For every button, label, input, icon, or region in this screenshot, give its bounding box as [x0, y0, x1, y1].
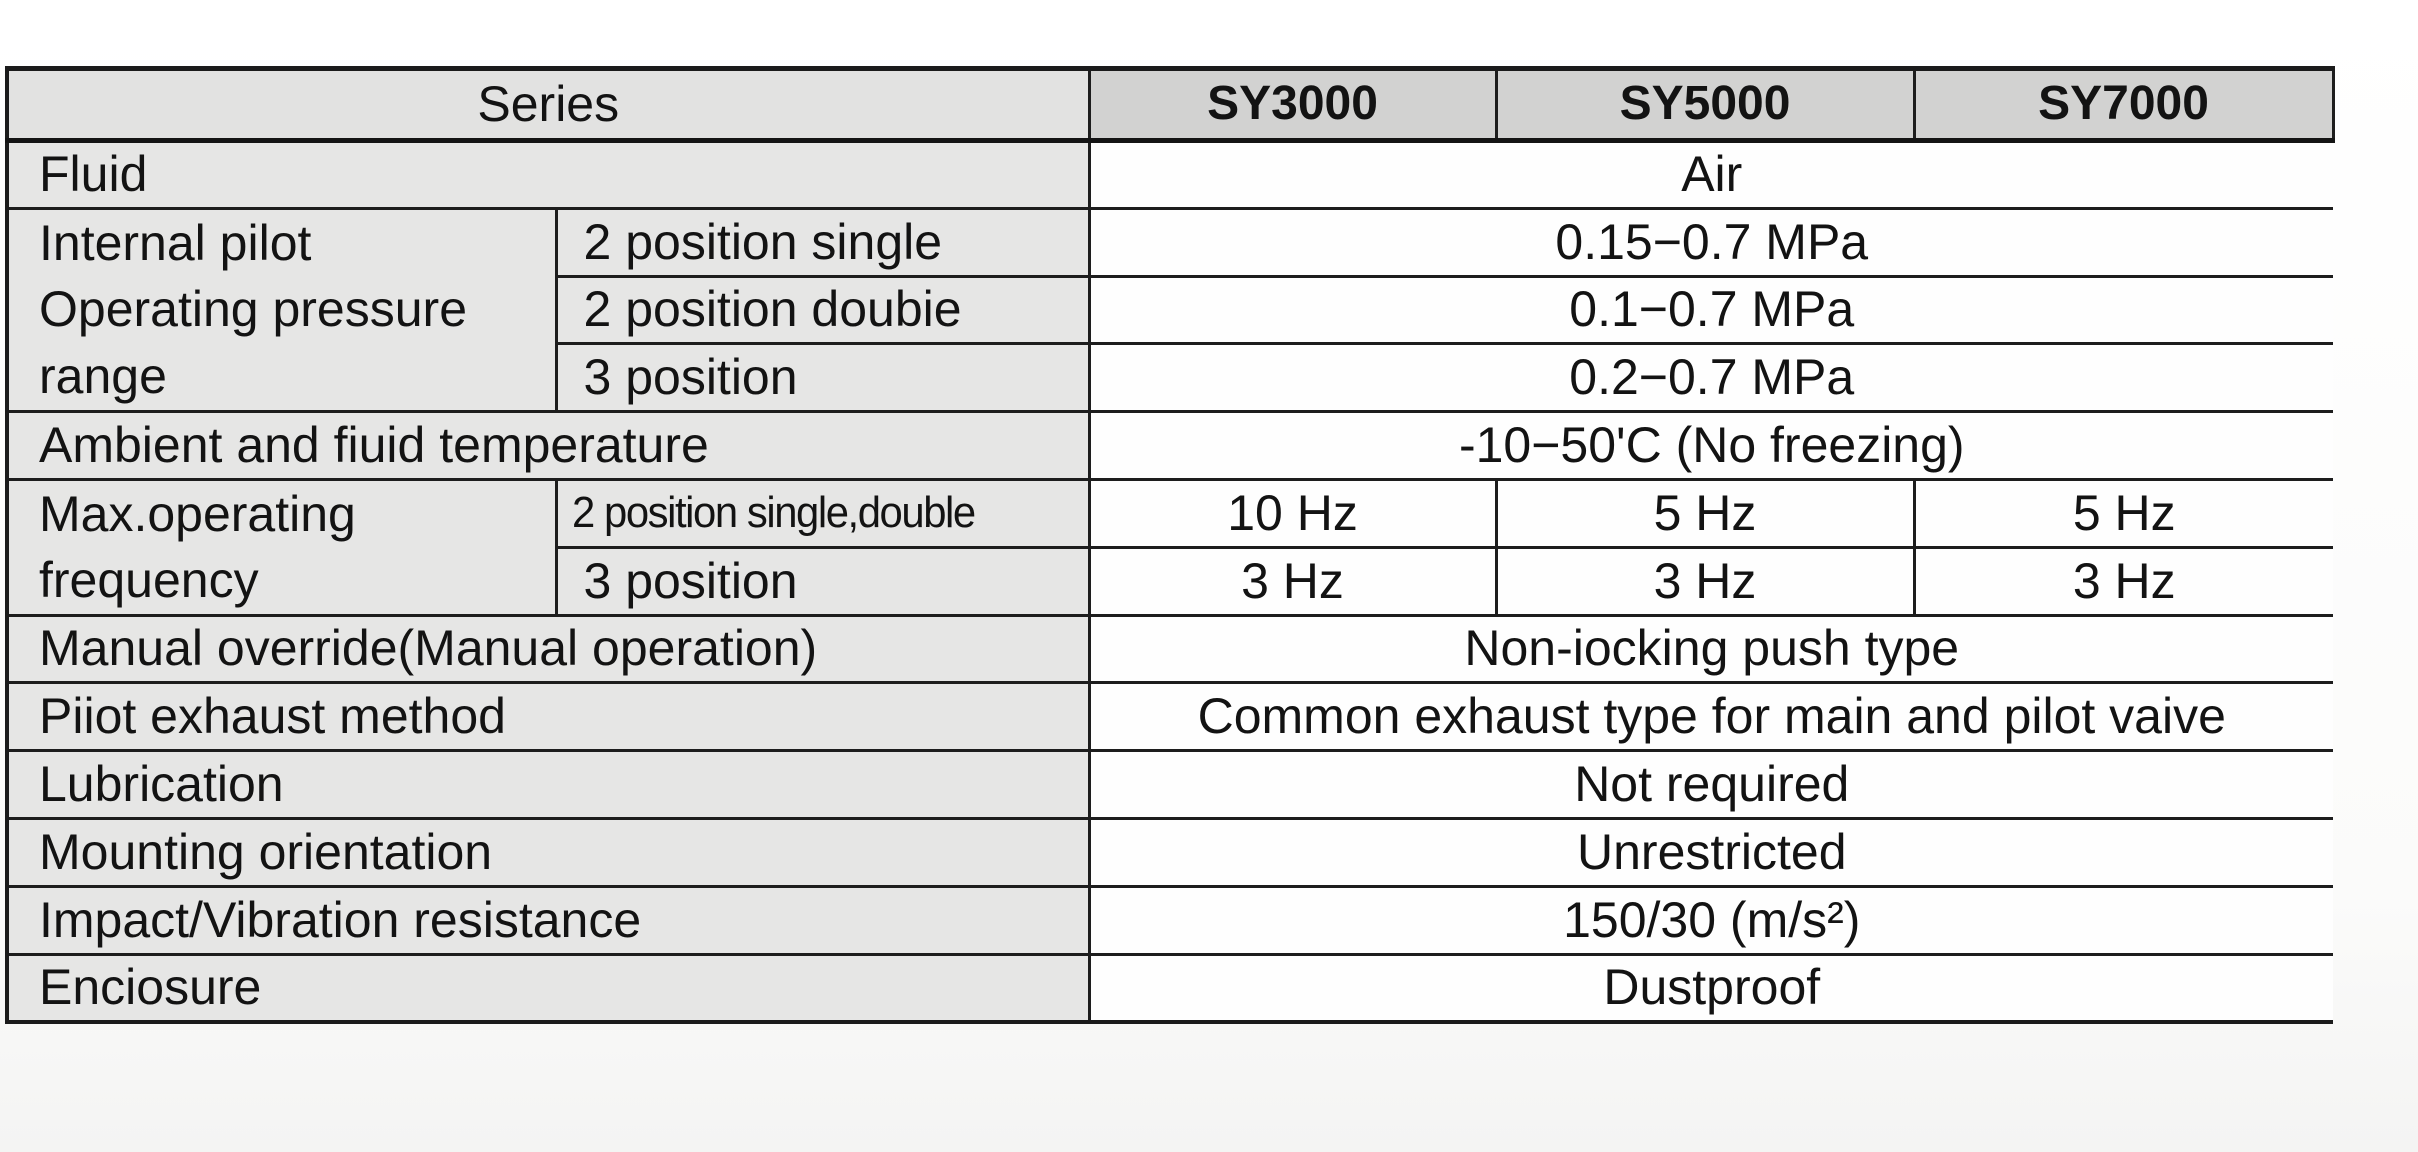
row-label-impact-vibration: Impact/Vibration resistance — [7, 886, 1089, 954]
value-freq-3pos-sy5000: 3 Hz — [1496, 547, 1914, 615]
col-header-sy3000: SY3000 — [1089, 69, 1496, 141]
row-label-max-frequency — [7, 479, 556, 615]
max-frequency-label: Max.operating frequency — [39, 485, 356, 608]
row-lubrication — [7, 751, 2333, 819]
value-freq-3pos-sy7000: 3 Hz — [1914, 547, 2333, 615]
sub-label-3pos: 3 position — [556, 344, 1089, 412]
row-label-fluid: Fluid — [7, 141, 1089, 209]
row-label-mounting: Mounting orientation — [7, 818, 1089, 886]
row-pressure-single — [7, 208, 2333, 276]
value-fluid: Air — [1089, 141, 2333, 209]
row-pilot-exhaust — [7, 683, 2333, 751]
row-label-operating-pressure — [7, 208, 556, 411]
row-mounting — [7, 818, 2333, 886]
value-mounting: Unrestricted — [1089, 818, 2333, 886]
value-manual-override: Non-iocking push type — [1089, 615, 2333, 683]
spec-table — [5, 66, 2335, 1024]
series-header-cell: Series — [7, 69, 1089, 141]
value-pressure-3pos: 0.2−0.7 MPa — [1089, 344, 2333, 412]
row-frequency-2pos — [7, 479, 2333, 547]
row-label-lubrication: Lubrication — [7, 751, 1089, 819]
header-row — [7, 69, 2333, 141]
row-temperature — [7, 412, 2333, 480]
value-freq-3pos-sy3000: 3 Hz — [1089, 547, 1496, 615]
row-label-temperature: Ambient and fiuid temperature — [7, 412, 1089, 480]
sub-label-2pos-single-double: 2 position single,double — [556, 479, 1089, 547]
row-enclosure — [7, 954, 2333, 1022]
value-temperature: -10−50'C (No freezing) — [1089, 412, 2333, 480]
value-pressure-double: 0.1−0.7 MPa — [1089, 276, 2333, 344]
operating-pressure-label: Internal pilot Operating pressure range — [39, 214, 468, 405]
row-label-manual-override: Manual override(Manual operation) — [7, 615, 1089, 683]
row-impact-vibration — [7, 886, 2333, 954]
value-impact-vibration: 150/30 (m/s²) — [1089, 886, 2333, 954]
value-pilot-exhaust: Common exhaust type for main and pilot vaive — [1089, 683, 2333, 751]
row-label-enclosure: Enciosure — [7, 954, 1089, 1022]
sub-label-2pos-single: 2 position single — [556, 208, 1089, 276]
value-pressure-single: 0.15−0.7 MPa — [1089, 208, 2333, 276]
row-label-pilot-exhaust: Piiot exhaust method — [7, 683, 1089, 751]
col-header-sy5000: SY5000 — [1496, 69, 1914, 141]
sub-label-freq-3pos: 3 position — [556, 547, 1089, 615]
value-freq-2pos-sy7000: 5 Hz — [1914, 479, 2333, 547]
row-manual-override — [7, 615, 2333, 683]
sub-label-2pos-double: 2 position doubie — [556, 276, 1089, 344]
row-fluid — [7, 141, 2333, 209]
value-lubrication: Not required — [1089, 751, 2333, 819]
value-enclosure: Dustproof — [1089, 954, 2333, 1022]
value-freq-2pos-sy3000: 10 Hz — [1089, 479, 1496, 547]
value-freq-2pos-sy5000: 5 Hz — [1496, 479, 1914, 547]
col-header-sy7000: SY7000 — [1914, 69, 2333, 141]
